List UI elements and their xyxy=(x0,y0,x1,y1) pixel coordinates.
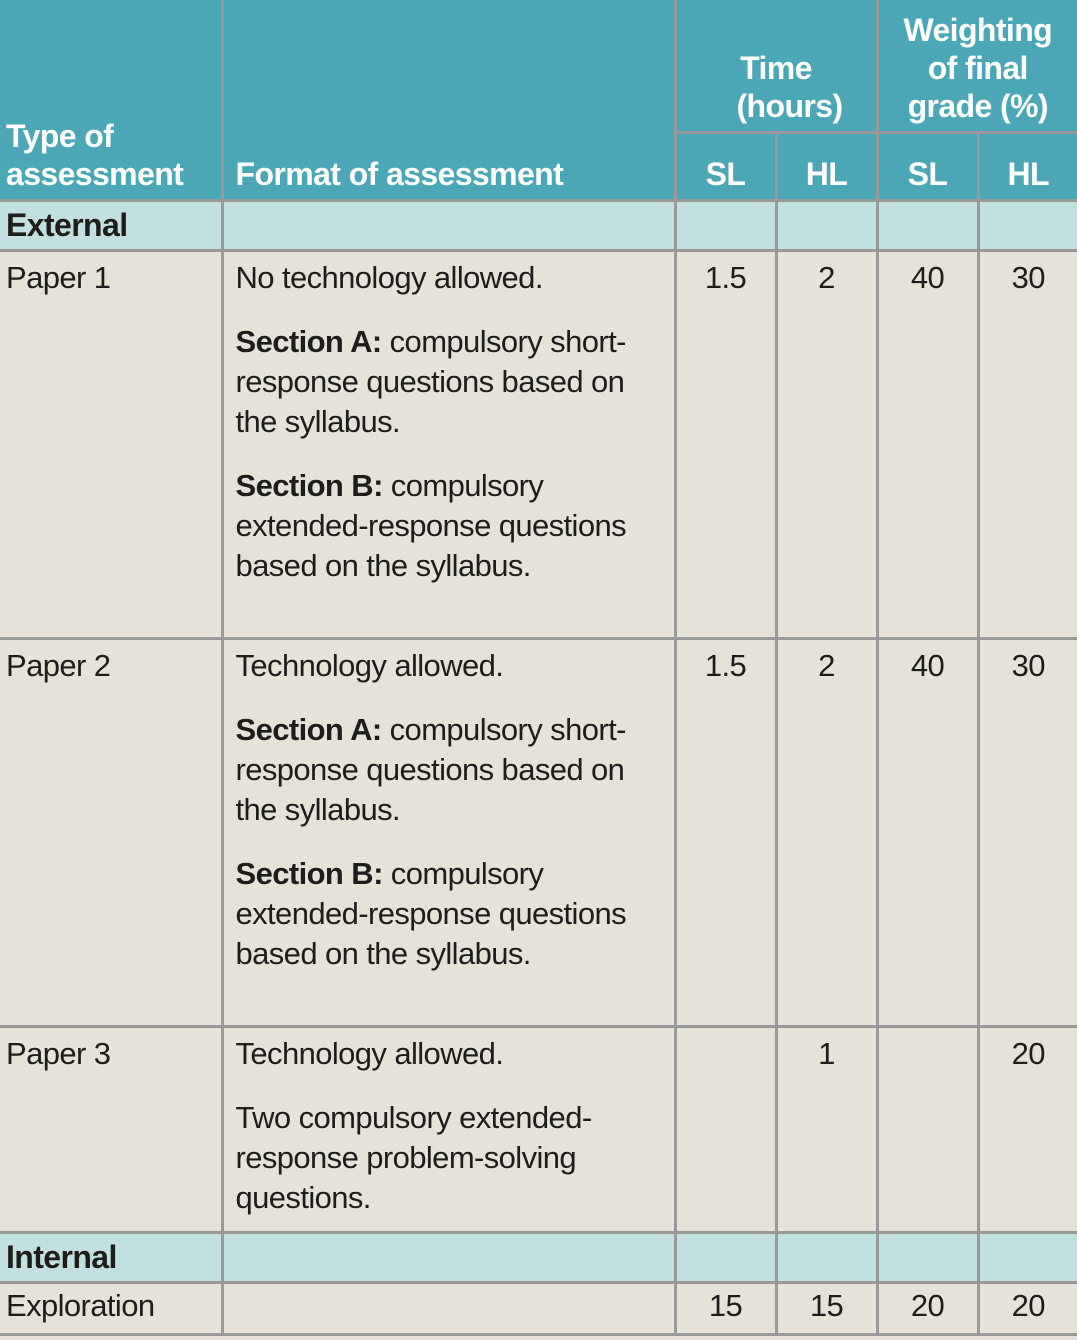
weight-sl: 40 xyxy=(877,250,978,638)
table-row xyxy=(0,250,1077,638)
format-paragraph xyxy=(236,1098,662,1218)
weight-hl: 30 xyxy=(978,638,1077,1026)
format-paragraph xyxy=(236,854,662,974)
section-label: Section B: xyxy=(235,855,383,891)
format-text: compulsory short-response questions based on the syllabus. xyxy=(235,323,626,439)
section-row-external xyxy=(0,200,1077,250)
header-format: Format of assessment xyxy=(222,0,675,200)
header-weight-sl: SL xyxy=(877,132,978,200)
section-row-internal xyxy=(0,1232,1077,1282)
format-text: No technology allowed. xyxy=(235,259,543,295)
section-label: Internal xyxy=(0,1232,222,1282)
row-type: Paper 1 xyxy=(0,250,222,638)
time-hl: 15 xyxy=(776,1282,877,1334)
section-label: Section B: xyxy=(235,467,383,503)
row-type: Paper 2 xyxy=(0,638,222,1026)
header-time-sl: SL xyxy=(675,132,776,200)
table-row-exploration xyxy=(0,1282,1077,1334)
format-paragraph xyxy=(236,322,662,442)
weight-hl: 20 xyxy=(978,1026,1077,1232)
format-paragraph xyxy=(236,466,662,586)
header-time-hl: HL xyxy=(776,132,877,200)
table-row xyxy=(0,638,1077,1026)
format-text: Technology allowed. xyxy=(235,647,504,683)
table-row xyxy=(0,1026,1077,1232)
header-weight-hl: HL xyxy=(978,132,1077,200)
header-weighting: Weighting of final grade (%) xyxy=(877,0,1077,132)
time-sl xyxy=(675,1026,776,1232)
time-sl: 1.5 xyxy=(675,638,776,1026)
header-time: Time (hours) xyxy=(675,0,877,132)
format-text: compulsory extended-response questions based on the syllabus. xyxy=(235,855,627,971)
row-type: Paper 3 xyxy=(0,1026,222,1232)
section-label: Section A: xyxy=(235,323,382,359)
format-text: Technology allowed. xyxy=(235,1035,504,1071)
time-sl: 1.5 xyxy=(675,250,776,638)
time-hl: 2 xyxy=(776,250,877,638)
format-paragraph xyxy=(236,646,662,686)
format-text: compulsory short-response questions based on the syllabus. xyxy=(235,711,626,827)
header-type: Type of assessment xyxy=(0,0,222,200)
weight-hl: 30 xyxy=(978,250,1077,638)
format-paragraph xyxy=(236,258,662,298)
weight-sl: 20 xyxy=(877,1282,978,1334)
time-hl: 1 xyxy=(776,1026,877,1232)
time-sl: 15 xyxy=(675,1282,776,1334)
row-type: Exploration xyxy=(0,1282,222,1334)
format-cell xyxy=(222,250,675,638)
format-paragraph xyxy=(236,1034,662,1074)
section-label: Section A: xyxy=(235,711,382,747)
format-cell xyxy=(222,1026,675,1232)
format-text: Two compulsory extended-response problem-solving questions. xyxy=(235,1099,592,1215)
weight-sl: 40 xyxy=(877,638,978,1026)
format-paragraph xyxy=(236,710,662,830)
section-label: External xyxy=(0,200,222,250)
weight-sl xyxy=(877,1026,978,1232)
weight-hl: 20 xyxy=(978,1282,1077,1334)
format-text: compulsory extended-response questions based on the syllabus. xyxy=(235,467,627,583)
format-cell xyxy=(222,638,675,1026)
time-hl: 2 xyxy=(776,638,877,1026)
